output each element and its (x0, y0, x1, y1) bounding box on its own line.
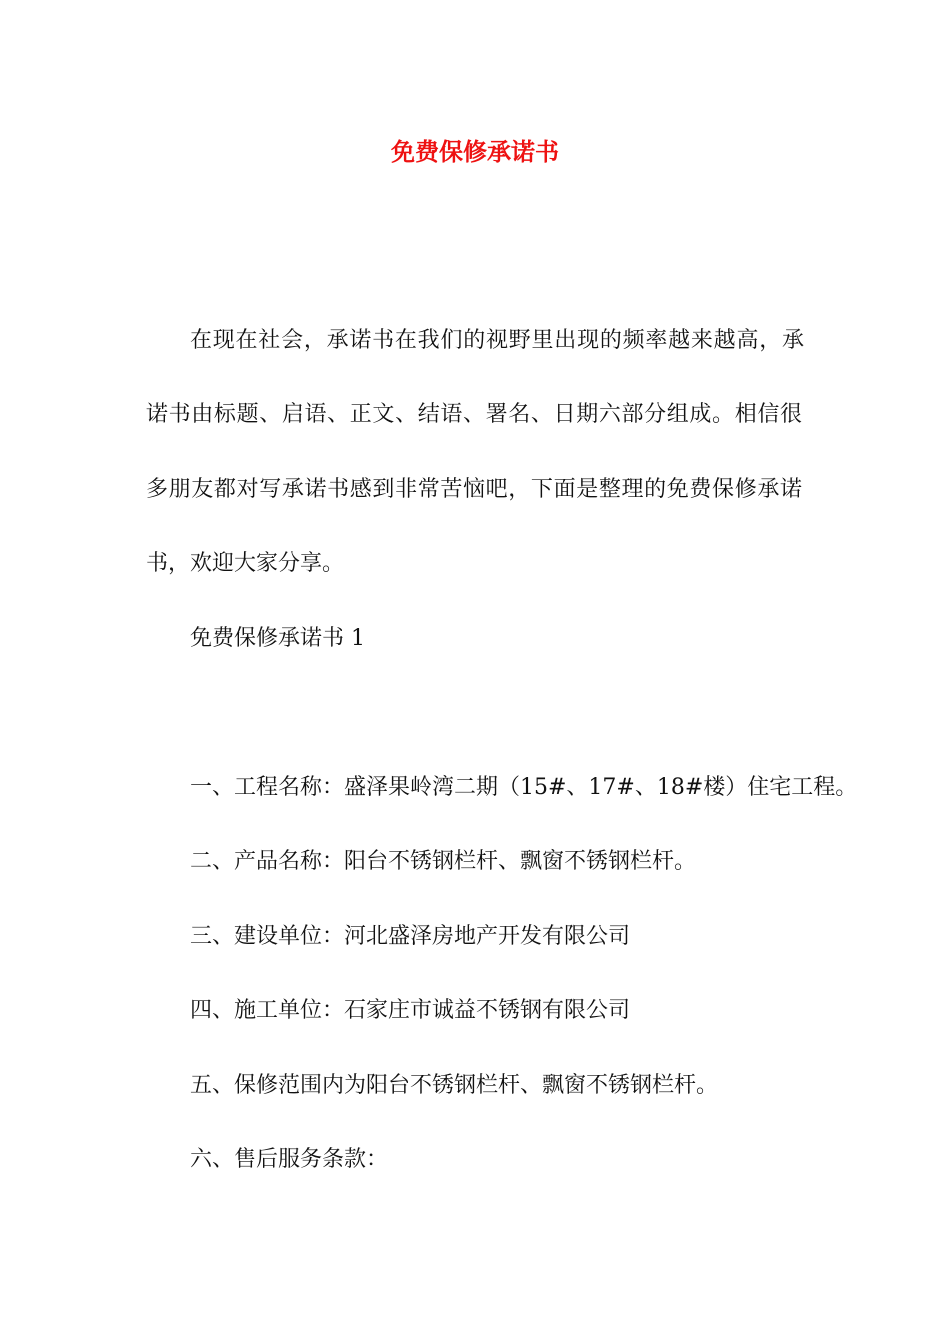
list-item: 六、售后服务条款： (190, 1147, 389, 1172)
intro-line: 书，欢迎大家分享。 (146, 551, 345, 576)
list-item: 五、保修范围内为阳台不锈钢栏杆、飘窗不锈钢栏杆。 (190, 1073, 719, 1098)
list-item: 三、建设单位：河北盛泽房地产开发有限公司 (190, 924, 631, 949)
list-item: 二、产品名称：阳台不锈钢栏杆、飘窗不锈钢栏杆。 (190, 849, 697, 874)
intro-line: 在现在社会，承诺书在我们的视野里出现的频率越来越高，承 (190, 328, 804, 353)
intro-line: 诺书由标题、启语、正文、结语、署名、日期六部分组成。相信很 (146, 402, 802, 427)
list-item: 四、施工单位：石家庄市诚益不锈钢有限公司 (190, 998, 631, 1023)
intro-line: 多朋友都对写承诺书感到非常苦恼吧，下面是整理的免费保修承诺 (146, 477, 802, 502)
list-item: 一、工程名称：盛泽果岭湾二期（15#、17#、18#楼）住宅工程。 (190, 775, 858, 800)
document-title: 免费保修承诺书 (391, 137, 559, 166)
section-heading: 免费保修承诺书 1 (190, 626, 365, 651)
